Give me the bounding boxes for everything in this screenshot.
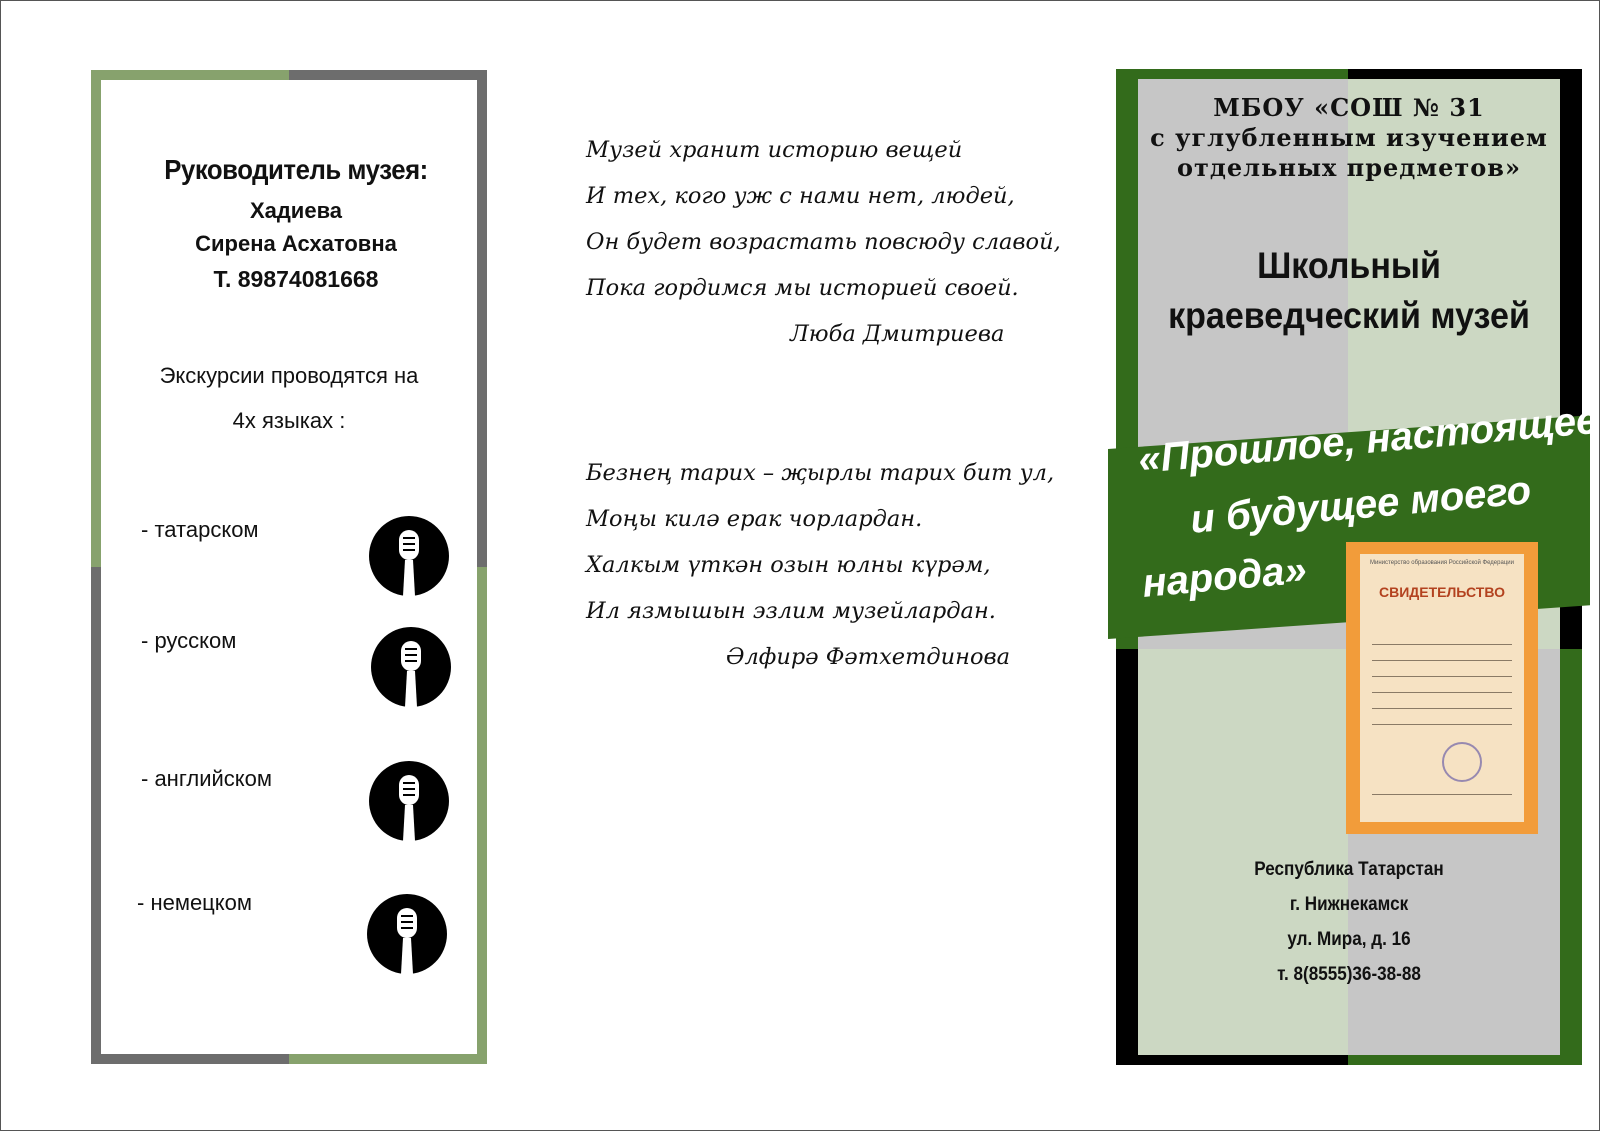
- museum-title-line-2: краеведческий музей: [1168, 295, 1530, 336]
- language-item-russian: - русском: [141, 628, 237, 653]
- poem-tatar-line-3: Халкым үткән озын юлны күрәм,: [586, 552, 991, 578]
- stamp-icon: [1442, 742, 1482, 782]
- frame-right-gray: [477, 70, 487, 567]
- frame-top-green: [1116, 69, 1348, 79]
- frame-bottom-gray: [91, 1054, 289, 1064]
- certificate-image: [1346, 542, 1538, 834]
- language-item-tatar: - татарском: [141, 517, 259, 542]
- certificate-text-line: [1372, 644, 1512, 645]
- poem-tatar-author: Әлфирә Фәтхетдинова: [726, 644, 1011, 670]
- microphone-icon: [369, 761, 449, 841]
- motto-line-2: и будущее моего: [1188, 468, 1533, 542]
- school-name-line-1: МБОУ «СОШ № 31: [1213, 93, 1485, 122]
- director-title: Руководитель музея:: [164, 154, 428, 185]
- certificate-text-line: [1372, 692, 1512, 693]
- certificate-text-line: [1372, 724, 1512, 725]
- certificate-header: Министерство образования Российской Федерации: [1370, 560, 1514, 566]
- certificate-paper: [1360, 554, 1524, 822]
- museum-title-line-1: Школьный: [1257, 245, 1441, 286]
- frame-left-green: [91, 70, 101, 567]
- address-region: Республика Татарстан: [1254, 859, 1444, 880]
- school-name-line-3: отдельных предметов»: [1177, 153, 1521, 182]
- poem-russian-line-4: Пока гордимся мы историей своей.: [586, 275, 1019, 301]
- motto-line-1: «Прошлое, настоящее: [1136, 397, 1600, 482]
- frame-right-green: [1560, 649, 1582, 1065]
- poem-tatar-line-4: Ил язмышын эзлим музейлардан.: [586, 598, 996, 624]
- frame-right-green: [477, 567, 487, 1064]
- director-surname: Хадиева: [249, 198, 343, 223]
- poem-russian-author: Люба Дмитриева: [790, 321, 1005, 347]
- frame-left-gray: [91, 567, 101, 1064]
- poem-russian-line-1: Музей хранит историю вещей: [586, 137, 963, 163]
- frame-top-green: [91, 70, 289, 80]
- frame-left-black: [1116, 649, 1138, 1065]
- language-item-german: - немецком: [137, 890, 253, 915]
- right-panel: [1116, 69, 1600, 1065]
- frame-bottom-green: [1348, 1055, 1582, 1065]
- poem-tatar-line-1: Безнең тарих – җырлы тарих бит ул,: [586, 460, 1055, 486]
- microphone-icon: [369, 516, 449, 596]
- excursions-text: Экскурсии проводятся на: [159, 363, 419, 388]
- excursions-languages-count: 4х языках :: [232, 408, 346, 433]
- certificate-text-line: [1372, 708, 1512, 709]
- certificate-text-line: [1372, 676, 1512, 677]
- frame-top-black: [1348, 69, 1582, 79]
- frame-bottom-black: [1116, 1055, 1348, 1065]
- poem-russian-line-2: И тех, кого уж с нами нет, людей,: [586, 183, 1015, 209]
- address-street: ул. Мира, д. 16: [1287, 929, 1411, 950]
- left-panel-content: [101, 80, 477, 1054]
- motto-line-3: народа»: [1140, 547, 1309, 606]
- director-name: Сирена Асхатовна: [195, 231, 397, 256]
- director-phone: Т. 89874081668: [213, 266, 379, 292]
- left-panel: [91, 70, 487, 1064]
- language-item-english: - английском: [141, 766, 273, 791]
- address-city: г. Нижнекамск: [1289, 894, 1409, 915]
- certificate-title: СВИДЕТЕЛЬСТВО: [1379, 584, 1505, 600]
- poem-russian-line-3: Он будет возрастать повсюду славой,: [586, 229, 1061, 255]
- address-phone: т. 8(8555)36-38-88: [1277, 964, 1421, 985]
- certificate-text-line: [1372, 794, 1512, 795]
- microphone-icon: [371, 627, 451, 707]
- poem-tatar-line-2: Моңы килә ерак чорлардан.: [586, 506, 923, 532]
- school-name-line-2: с углубленным изучением: [1150, 123, 1548, 152]
- certificate-text-line: [1372, 660, 1512, 661]
- microphone-icon: [367, 894, 447, 974]
- frame-top-gray: [289, 70, 487, 80]
- panel-fill-sage-bottom: [1138, 649, 1348, 1055]
- frame-bottom-green: [289, 1054, 487, 1064]
